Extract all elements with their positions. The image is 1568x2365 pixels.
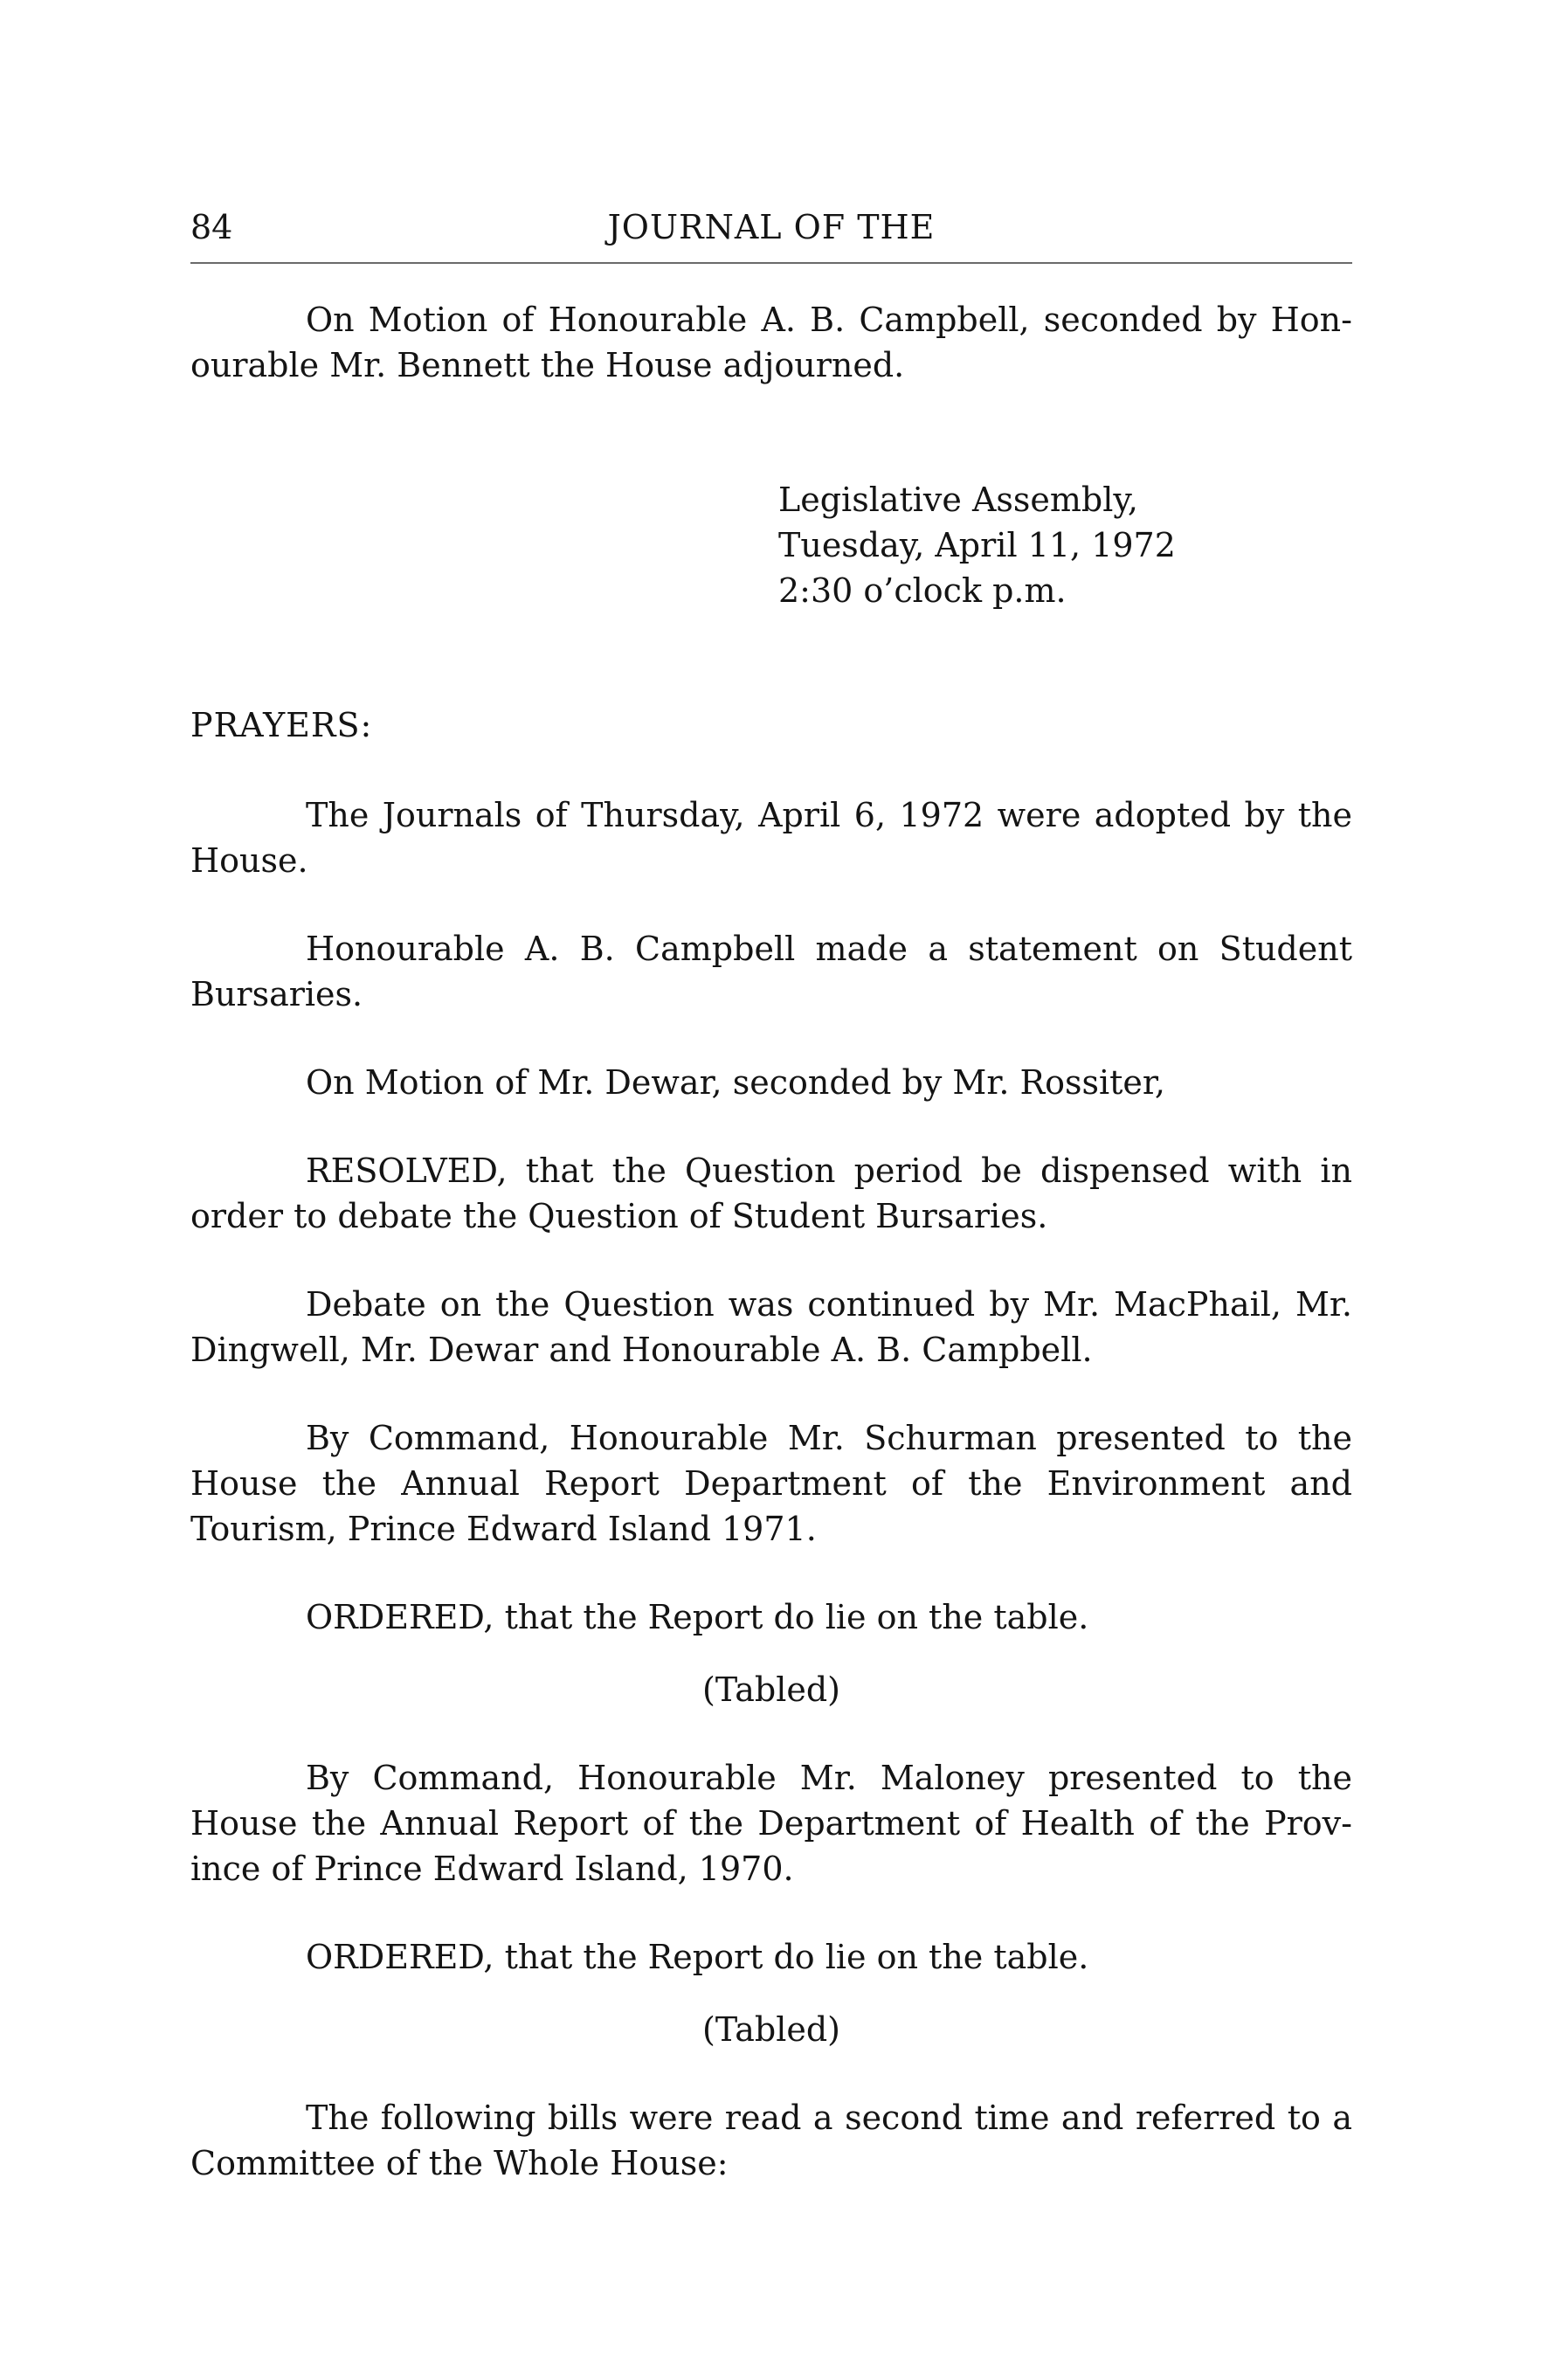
maloney-report-paragraph: By Command, Honourable Mr. Maloney presented to the House the Annual Report of the Department of Health of the Prov-ince of Prince Edward Island, 1970. xyxy=(190,1759,1352,1888)
ordered-paragraph-1: ORDERED, that the Report do lie on the table. xyxy=(306,1598,1089,1636)
dateline-assembly: Legislative Assembly, xyxy=(778,481,1138,519)
debate-paragraph: Debate on the Question was continued by Mr. MacPhail, Mr. Dingwell, Mr. Dewar and Honourable A. B. Campbell. xyxy=(190,1285,1352,1369)
dateline-time: 2:30 o’clock p.m. xyxy=(778,571,1067,610)
session-dateline xyxy=(778,477,1352,613)
adjournment-motion: On Motion of Honourable A. B. Campbell, seconded by Hon-ourable Mr. Bennett the House adjourned. xyxy=(190,301,1352,384)
dewar-motion: On Motion of Mr. Dewar, seconded by Mr. Rossiter, xyxy=(306,1063,1165,1102)
page-header xyxy=(190,199,1352,260)
bills-second-reading-paragraph: The following bills were read a second time and referred to a Committee of the Whole House: xyxy=(190,2099,1352,2182)
tabled-note-1: (Tabled) xyxy=(702,1670,840,1709)
student-bursaries-statement: Honourable A. B. Campbell made a statement on Student Bursaries. xyxy=(190,930,1352,1013)
resolution-paragraph: RESOLVED, that the Question period be dispensed with in order to debate the Question of Student Bursaries. xyxy=(190,1151,1352,1235)
page-number: 84 xyxy=(190,208,233,246)
running-title: JOURNAL OF THE xyxy=(607,208,936,246)
dateline-date: Tuesday, April 11, 1972 xyxy=(778,526,1176,564)
schurman-report-paragraph: By Command, Honourable Mr. Schurman presented to the House the Annual Report Department of the Environment and Tourism, Prince Edward Island 1971. xyxy=(190,1419,1352,1548)
header-rule xyxy=(190,262,1352,264)
ordered-paragraph-2: ORDERED, that the Report do lie on the table. xyxy=(306,1938,1089,1976)
tabled-note-2: (Tabled) xyxy=(702,2010,840,2049)
prayers-heading: PRAYERS: xyxy=(190,706,373,744)
journal-content xyxy=(190,297,1352,2229)
journals-adopted-paragraph: The Journals of Thursday, April 6, 1972 were adopted by the House. xyxy=(190,796,1352,880)
